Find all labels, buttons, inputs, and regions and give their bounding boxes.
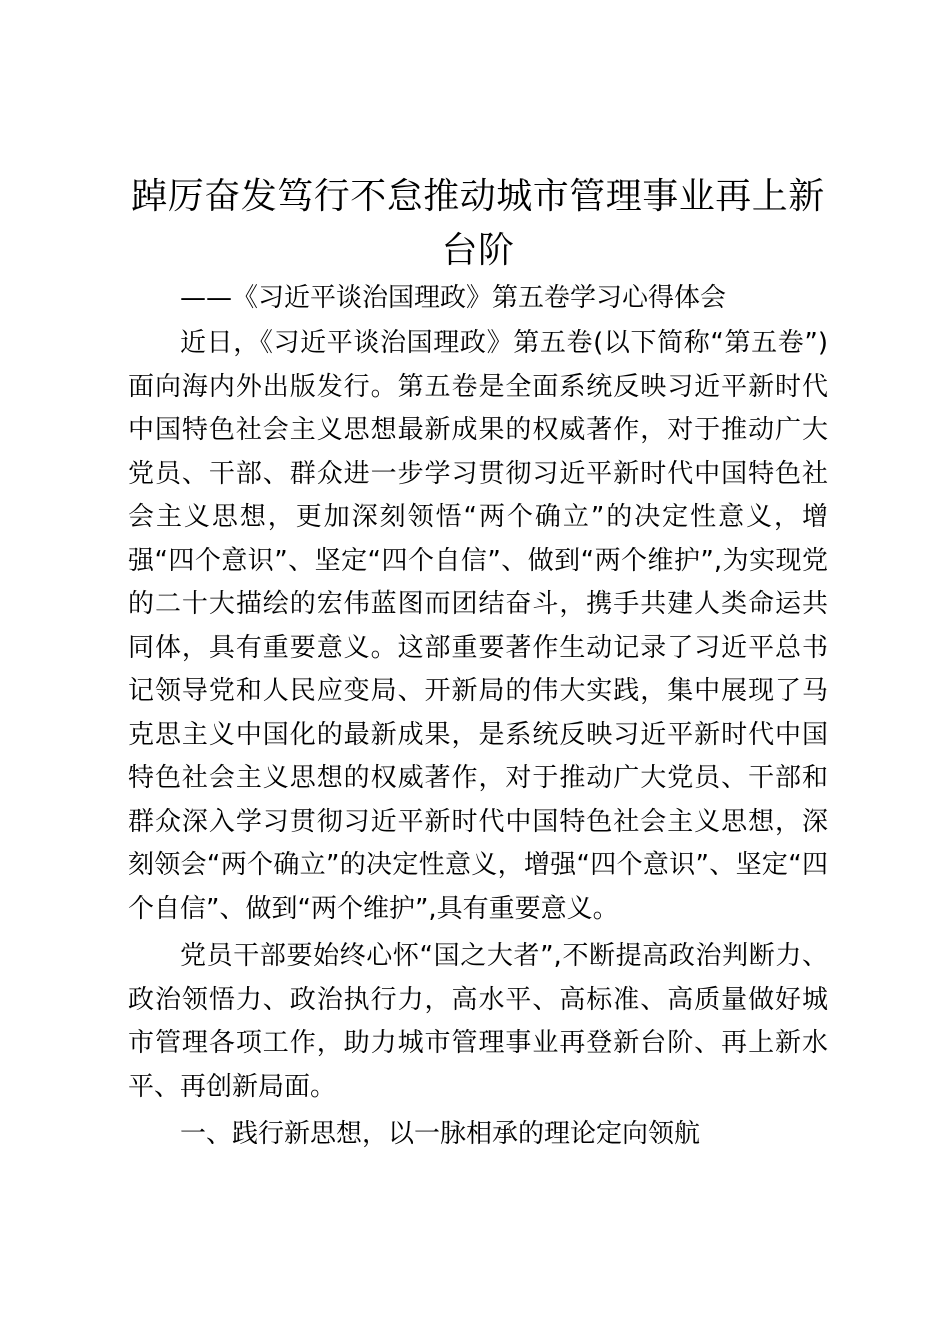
document-title: 踔厉奋发笃行不怠推动城市管理事业再上新台阶 [131,176,825,271]
paragraph-intro: 近日，《习近平谈治国理政》第五卷(以下简称“第五卷”)面向海内外出版发行。第五卷是全面系统反映习近平新时代中国特色社会主义思想最新成果的权威著作，对于推动广大党员、干部、群众进一步学习贯彻习近平新时代中国特色社会主义思想，更加深刻领悟“两个确立”的决定性意义，增强“四个意识”、坚定“四个自信”、做到“两个维护”,为实现党的二十大描绘的宏伟蓝图而团结奋斗，携手共建人类命运共同体，具有重要意义。这部重要著作生动记录了习近平总书记领导党和人民应变局、开新局的伟大实践，集中展现了马克思主义中国化的最新成果，是系统反映习近平新时代中国特色社会主义思想的权威著作，对于推动广大党员、干部和群众深入学习贯彻习近平新时代中国特色社会主义思想，深刻领会“两个确立”的决定性意义，增强“四个意识”、坚定“四个自信”、做到“两个维护”,具有重要意义。 [128,328,828,924]
document-body [128,322,828,1157]
section-heading-1: 一、践行新思想，以一脉相承的理论定向领航 [180,1119,701,1149]
paragraph-party-cadres: 党员干部要始终心怀“国之大者”,不断提高政治判断力、政治领悟力、政治执行力，高水平、高标准、高质量做好城市管理各项工作，助力城市管理事业再登新台阶、再上新水平、再创新局面。 [128,941,828,1102]
document-subtitle: ——《习近平谈治国理政》第五卷学习心得体会 [180,283,727,313]
